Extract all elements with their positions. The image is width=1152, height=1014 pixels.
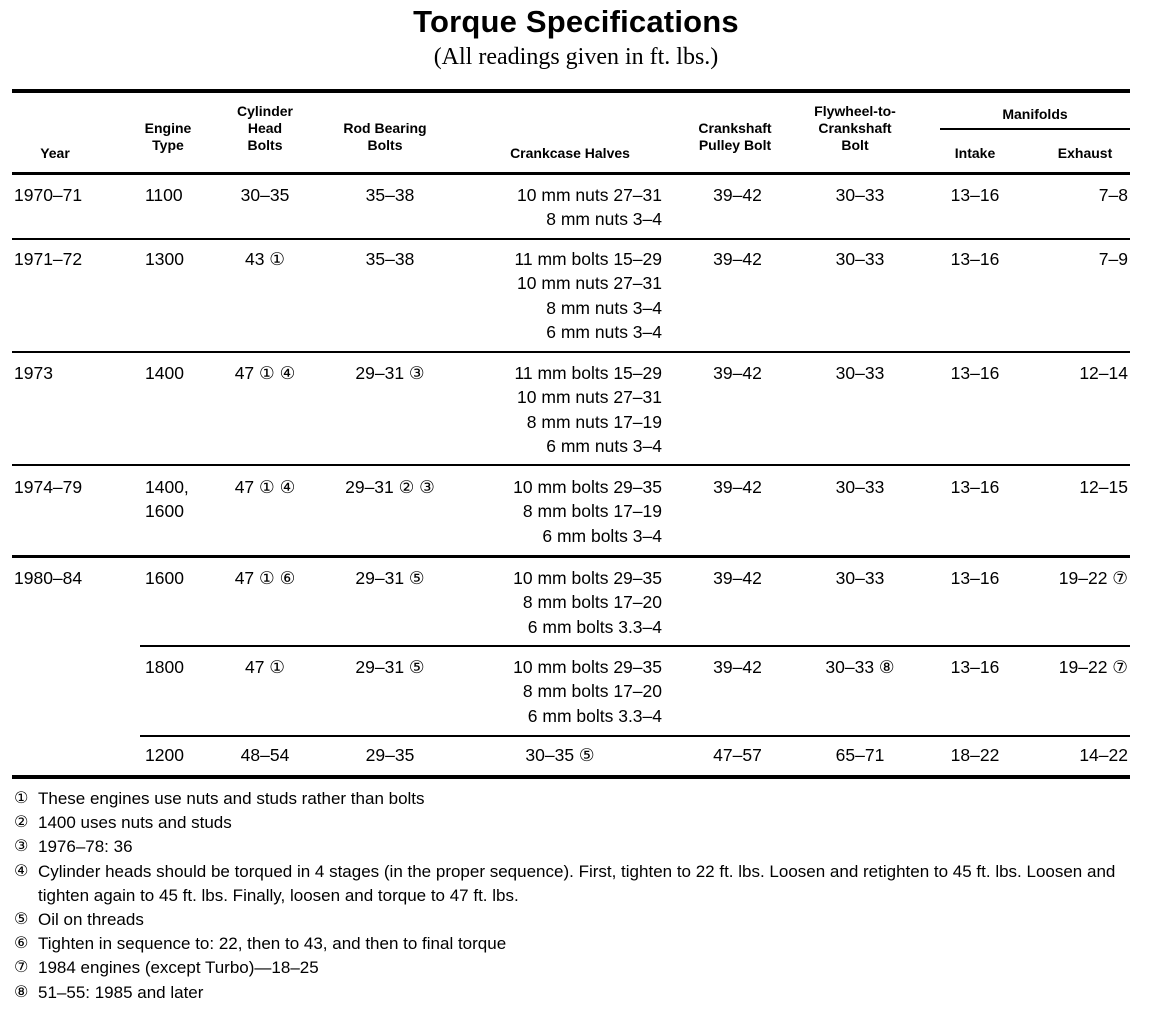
footnote-text: Tighten in sequence to: 22, then to 43, and then to final torque — [38, 934, 507, 954]
header-year: Year — [40, 145, 70, 161]
cell-pulley: 39–42 — [713, 363, 762, 383]
cell-engine: 1200 — [145, 745, 184, 765]
footnote-text: 1400 uses nuts and studs — [38, 813, 232, 833]
cell-year: 1971–72 — [14, 249, 83, 269]
footnote — [14, 835, 1134, 859]
cell-intake: 13–16 — [950, 477, 1000, 497]
footnote — [14, 956, 1134, 980]
cell-exhaust: 19–22 ⑦ — [1058, 657, 1128, 677]
header-manifolds: Manifolds — [1002, 106, 1068, 122]
footnote-symbol: ⑧ — [14, 983, 29, 1001]
cell-flywheel: 30–33 — [835, 363, 885, 383]
footnote — [14, 981, 1134, 1005]
cell-rod-bearing: 29–31 ③ — [355, 363, 425, 383]
cell-pulley: 39–42 — [713, 249, 762, 269]
header-bottom-rule — [12, 172, 1130, 175]
footnote — [14, 787, 1134, 811]
footnote-text: 51–55: 1985 and later — [38, 982, 204, 1002]
cell-rod-bearing: 35–38 — [365, 185, 415, 205]
cell-intake: 13–16 — [950, 185, 1000, 205]
footnote-text: 1976–78: 36 — [38, 837, 133, 857]
cell-pulley: 39–42 — [713, 185, 762, 205]
cell-intake: 13–16 — [950, 249, 1000, 269]
footnote-symbol: ② — [14, 814, 29, 832]
cell-crankcase: 10 mm bolts 29–35 8 mm bolts 17–19 6 mm bolts 3–4 — [513, 477, 662, 546]
header-flywheel-to-crankshaft-bolt: Flywheel-to- Crankshaft Bolt — [814, 103, 896, 153]
manifolds-divider — [940, 128, 1130, 130]
cell-flywheel: 30–33 — [835, 249, 885, 269]
cell-cylinder-head: 47 ① ④ — [234, 477, 296, 497]
footnotes — [14, 787, 1134, 1005]
cell-engine: 1400, 1600 — [145, 477, 189, 522]
cell-rod-bearing: 29–31 ⑤ — [355, 568, 425, 588]
table-top-rule — [12, 89, 1130, 93]
cell-flywheel: 30–33 — [835, 185, 885, 205]
cell-engine: 1100 — [145, 185, 183, 205]
cell-intake: 18–22 — [950, 745, 1000, 765]
footnote-text: Oil on threads — [38, 910, 144, 930]
cell-crankcase: 11 mm bolts 15–29 10 mm nuts 27–31 8 mm nuts 17–19 6 mm nuts 3–4 — [514, 363, 662, 457]
cell-cylinder-head: 47 ① ④ — [234, 363, 296, 383]
footnote-text: 1984 engines (except Turbo)—18–25 — [38, 958, 319, 978]
header-exhaust: Exhaust — [1057, 145, 1113, 161]
cell-flywheel: 30–33 — [835, 568, 885, 588]
cell-crankcase: 10 mm bolts 29–35 8 mm bolts 17–20 6 mm bolts 3.3–4 — [513, 657, 662, 726]
header-engine-type: Engine Type — [144, 120, 192, 153]
cell-flywheel: 30–33 — [835, 477, 885, 497]
cell-cylinder-head: 43 ① — [244, 249, 286, 269]
cell-exhaust: 19–22 ⑦ — [1058, 568, 1128, 588]
footnote-symbol: ① — [14, 790, 29, 807]
cell-engine: 1300 — [145, 249, 184, 269]
cell-year: 1974–79 — [14, 477, 83, 497]
row-divider — [140, 735, 1130, 737]
row-divider — [12, 464, 1130, 466]
cell-rod-bearing: 35–38 — [365, 249, 415, 269]
footnote-text: Cylinder heads should be torqued in 4 stages (in the proper sequence). First, tighten to 22 ft. lbs. Loosen and retighten to 45 ft. lbs. Loosen and tighten again to 45 ft. lbs. Finally, loosen and torque to 47 ft. lbs. — [38, 861, 1116, 905]
cell-rod-bearing: 29–31 ② ③ — [345, 477, 435, 497]
cell-crankcase: 30–35 ⑤ — [525, 745, 595, 765]
cell-engine: 1600 — [145, 568, 184, 588]
cell-cylinder-head: 47 ① — [244, 657, 286, 677]
cell-rod-bearing: 29–31 ⑤ — [355, 657, 425, 677]
cell-cylinder-head: 30–35 — [240, 185, 290, 205]
cell-cylinder-head: 48–54 — [240, 745, 290, 765]
row-divider — [140, 645, 1130, 647]
header-cylinder-head-bolts: Cylinder Head Bolts — [236, 103, 293, 153]
cell-exhaust: 12–14 — [1079, 363, 1128, 383]
footnote — [14, 908, 1134, 932]
cell-cylinder-head: 47 ① ⑥ — [234, 568, 296, 588]
header-crankshaft-pulley-bolt: Crankshaft Pulley Bolt — [698, 120, 772, 153]
cell-exhaust: 12–15 — [1079, 477, 1128, 497]
page-subtitle: (All readings given in ft. lbs.) — [433, 44, 719, 70]
cell-pulley: 39–42 — [713, 477, 762, 497]
footnote — [14, 932, 1134, 956]
cell-flywheel: 65–71 — [835, 745, 885, 765]
footnote-symbol: ⑥ — [14, 935, 29, 953]
cell-rod-bearing: 29–35 — [365, 745, 415, 765]
header-intake: Intake — [954, 145, 996, 161]
cell-year: 1973 — [14, 363, 53, 383]
cell-crankcase: 10 mm nuts 27–31 8 mm nuts 3–4 — [517, 185, 662, 230]
row-divider — [12, 351, 1130, 353]
cell-engine: 1800 — [145, 657, 184, 677]
cell-exhaust: 7–8 — [1098, 185, 1128, 205]
cell-engine: 1400 — [145, 363, 184, 383]
header-rod-bearing-bolts: Rod Bearing Bolts — [343, 120, 427, 153]
footnote — [14, 860, 1134, 908]
footnote-symbol: ⑤ — [14, 911, 29, 929]
cell-year: 1980–84 — [14, 568, 83, 588]
cell-year: 1970–71 — [14, 185, 83, 205]
cell-pulley: 47–57 — [713, 745, 762, 765]
footnote-symbol: ④ — [14, 862, 29, 880]
cell-flywheel: 30–33 ⑧ — [825, 657, 895, 677]
row-divider — [12, 555, 1130, 558]
cell-crankcase: 10 mm bolts 29–35 8 mm bolts 17–20 6 mm bolts 3.3–4 — [513, 568, 662, 637]
footnote-text: These engines use nuts and studs rather than bolts — [38, 789, 425, 808]
header-crankcase-halves: Crankcase Halves — [510, 145, 630, 161]
cell-intake: 13–16 — [950, 657, 1000, 677]
table-bottom-rule — [12, 775, 1130, 779]
row-divider — [12, 238, 1130, 240]
cell-pulley: 39–42 — [713, 657, 762, 677]
cell-exhaust: 7–9 — [1098, 249, 1128, 269]
page-title: Torque Specifications — [413, 4, 739, 39]
footnote — [14, 811, 1134, 835]
footnote-symbol: ⑦ — [14, 959, 29, 977]
cell-crankcase: 11 mm bolts 15–29 10 mm nuts 27–31 8 mm nuts 3–4 6 mm nuts 3–4 — [514, 249, 662, 343]
cell-intake: 13–16 — [950, 363, 1000, 383]
cell-pulley: 39–42 — [713, 568, 762, 588]
cell-intake: 13–16 — [950, 568, 1000, 588]
cell-exhaust: 14–22 — [1079, 745, 1128, 765]
footnote-symbol: ③ — [14, 838, 29, 856]
